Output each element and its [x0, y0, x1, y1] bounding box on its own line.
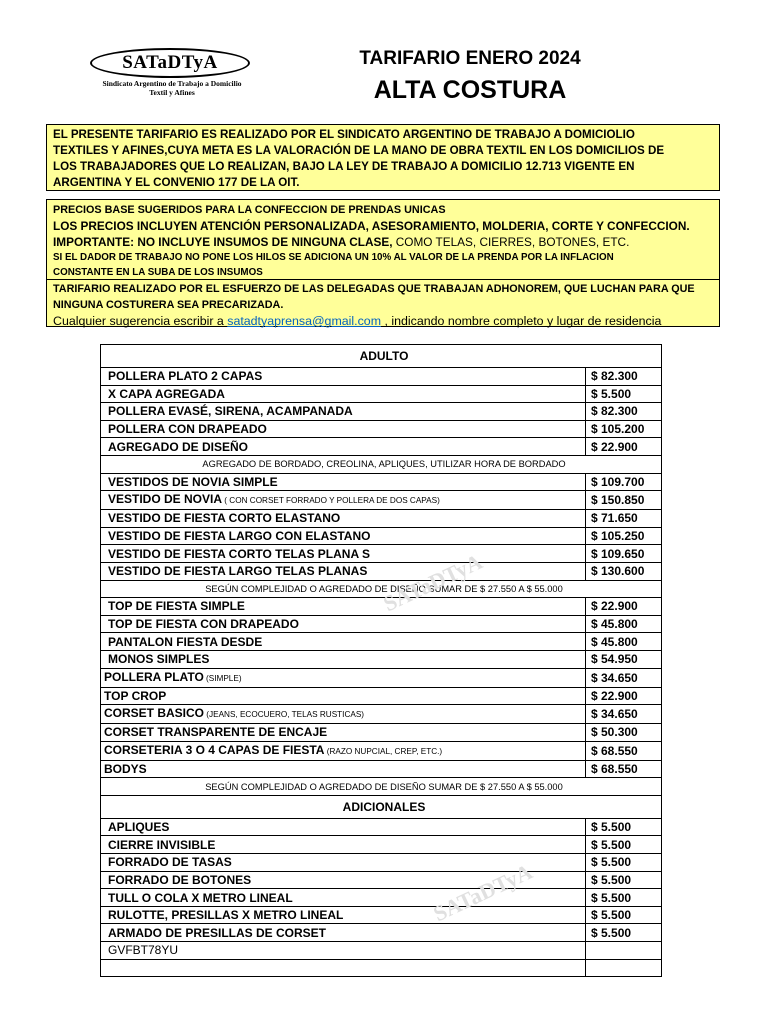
item-cell	[101, 527, 586, 545]
item-name: TOP CROP	[104, 688, 167, 703]
table-row	[101, 668, 662, 687]
item-cell	[101, 818, 586, 836]
item-cell	[101, 420, 586, 438]
item-detail: ( CON CORSET FORRADO Y POLLERA DE DOS CAPAS)	[222, 496, 440, 506]
contact-email-link[interactable]: satadtyaprensa@gmail.com	[227, 314, 382, 328]
item-cell	[101, 650, 586, 668]
price-cell: $ 5.500	[586, 871, 662, 889]
footer-note-box	[46, 279, 720, 327]
table-row	[101, 724, 662, 742]
note-row	[101, 455, 662, 473]
price-cell: $ 105.250	[586, 527, 662, 545]
logo-subtitle	[86, 79, 258, 97]
item-name: TOP DE FIESTA CON DRAPEADO	[108, 617, 299, 632]
logo-subtitle-line1: Sindicato Argentino de Trabajo a Domicilio	[102, 79, 242, 88]
table-row	[101, 403, 662, 421]
item-cell	[101, 741, 586, 760]
table-row	[101, 491, 662, 510]
price-cell: $ 5.500	[586, 836, 662, 854]
item-detail: (JEANS, ECOCUERO, TELAS RUSTICAS)	[204, 710, 365, 720]
satadtya-logo	[86, 44, 258, 100]
item-cell	[101, 687, 586, 705]
price-cell: $ 68.550	[586, 760, 662, 778]
item-name: PANTALON FIESTA DESDE	[108, 634, 263, 649]
item-cell	[101, 889, 586, 907]
info-line3-normal: COMO TELAS, CIERRES, BOTONES, ETC.	[392, 235, 630, 249]
table-row	[101, 889, 662, 907]
section-header-row	[101, 795, 662, 818]
item-cell	[101, 491, 586, 510]
price-cell: $ 71.650	[586, 510, 662, 528]
table-row	[101, 836, 662, 854]
logo-name: SATaDTyA	[122, 52, 218, 73]
item-name: POLLERA PLATO 2 CAPAS	[108, 369, 263, 384]
table-row	[101, 562, 662, 580]
price-cell: $ 130.600	[586, 562, 662, 580]
item-name: TOP DE FIESTA SIMPLE	[108, 599, 245, 614]
page-subtitle: ALTA COSTURA	[373, 76, 567, 104]
footer-note-line1: TARIFARIO REALIZADO POR EL ESFUERZO DE LAS DELEGADAS QUE TRABAJAN ADHONOREM, QUE LUCHAN PARA QUE	[53, 283, 695, 295]
contact-line	[53, 313, 719, 329]
logo-oval	[90, 48, 250, 78]
item-cell	[101, 615, 586, 633]
item-name: VESTIDO DE FIESTA LARGO TELAS PLANAS	[108, 564, 368, 579]
table-row	[101, 545, 662, 563]
price-cell: $ 5.500	[586, 818, 662, 836]
price-cell: $ 22.900	[586, 687, 662, 705]
item-name: CORSET TRANSPARENTE DE ENCAJE	[104, 725, 328, 740]
price-cell: $ 54.950	[586, 650, 662, 668]
table-row	[101, 438, 662, 456]
item-name: X CAPA AGREGADA	[108, 386, 225, 401]
price-table	[100, 344, 662, 977]
intro-box	[46, 124, 720, 191]
price-cell: $ 22.900	[586, 598, 662, 616]
item-cell	[101, 942, 586, 960]
item-cell	[101, 760, 586, 778]
price-cell: $ 34.650	[586, 668, 662, 687]
table-row	[101, 687, 662, 705]
item-cell	[101, 510, 586, 528]
info-box	[46, 199, 720, 280]
table-row	[101, 385, 662, 403]
watermark-logo: SATaDTyA	[379, 548, 487, 617]
item-cell	[101, 906, 586, 924]
section-adulto: ADULTO	[101, 345, 662, 368]
price-cell: $ 109.700	[586, 473, 662, 491]
price-cell: $ 45.800	[586, 615, 662, 633]
item-cell	[101, 924, 586, 942]
section-header: ADICIONALES	[101, 795, 662, 818]
item-cell	[101, 438, 586, 456]
item-name: MONOS SIMPLES	[108, 652, 210, 667]
page-title: TARIFARIO ENERO 2024	[359, 48, 581, 69]
item-name: AGREGADO DE DISEÑO	[108, 439, 249, 454]
item-cell	[101, 562, 586, 580]
table-row	[101, 818, 662, 836]
item-name: CORSETERIA 3 O 4 CAPAS DE FIESTA	[104, 742, 325, 757]
item-name: CORSET BASICO	[104, 706, 205, 721]
note-row	[101, 778, 662, 796]
table-row	[101, 871, 662, 889]
table-row	[101, 959, 662, 977]
table-row	[101, 473, 662, 491]
price-cell: $ 5.500	[586, 889, 662, 907]
note-cell: SEGÚN COMPLEJIDAD O AGREDADO DE DISEÑO SUMAR DE $ 27.550 A $ 55.000	[101, 580, 662, 598]
note-row	[101, 580, 662, 598]
note-cell: SEGÚN COMPLEJIDAD O AGREDADO DE DISEÑO SUMAR DE $ 27.550 A $ 55.000	[101, 778, 662, 796]
item-name: ARMADO DE PRESILLAS DE CORSET	[108, 925, 327, 940]
item-name: GVFBT78YU	[108, 943, 179, 958]
item-name: FORRADO DE BOTONES	[108, 872, 252, 887]
table-row	[101, 420, 662, 438]
item-name: BODYS	[104, 761, 147, 776]
table-row	[101, 650, 662, 668]
table-row	[101, 633, 662, 651]
price-cell: $ 5.500	[586, 385, 662, 403]
item-cell	[101, 705, 586, 724]
intro-line: LOS TRABAJADORES QUE LO REALIZAN, BAJO LA LEY DE TRABAJO A DOMICILIO 12.713 VIGENTE EN	[53, 160, 635, 173]
item-cell	[101, 598, 586, 616]
table-row	[101, 760, 662, 778]
footer-note-line2: NINGUNA COSTURERA SEA PRECARIZADA.	[53, 299, 284, 311]
info-line5: CONSTANTE EN LA SUBA DE LOS INSUMOS	[53, 267, 263, 278]
table-row	[101, 598, 662, 616]
price-cell: $ 22.900	[586, 438, 662, 456]
item-cell	[101, 473, 586, 491]
table-row	[101, 854, 662, 872]
item-cell	[101, 403, 586, 421]
info-line3	[53, 234, 719, 250]
section-header-row	[101, 345, 662, 368]
table-row	[101, 615, 662, 633]
info-line1: PRECIOS BASE SUGERIDOS PARA LA CONFECCION DE PRENDAS UNICAS	[53, 204, 446, 216]
item-name: VESTIDO DE NOVIA	[108, 492, 223, 507]
item-name: POLLERA CON DRAPEADO	[108, 422, 267, 437]
info-line4: SI EL DADOR DE TRABAJO NO PONE LOS HILOS SE ADICIONA UN 10% AL VALOR DE LA PRENDA POR LA INFLACION	[53, 252, 614, 263]
note-cell: AGREGADO DE BORDADO, CREOLINA, APLIQUES, UTILIZAR HORA DE BORDADO	[101, 455, 662, 473]
price-cell: $ 109.650	[586, 545, 662, 563]
price-cell: $ 50.300	[586, 724, 662, 742]
info-line2: LOS PRECIOS INCLUYEN ATENCIÓN PERSONALIZADA, ASESORAMIENTO, MOLDERIA, CORTE Y CONFECCION.	[53, 219, 690, 233]
price-cell	[586, 942, 662, 960]
price-cell: $ 82.300	[586, 403, 662, 421]
item-name: POLLERA PLATO	[104, 669, 204, 684]
item-name: CIERRE INVISIBLE	[108, 837, 216, 852]
item-name: FORRADO DE TASAS	[108, 855, 232, 870]
table-row	[101, 705, 662, 724]
item-cell	[101, 633, 586, 651]
item-name: TULL O COLA X METRO LINEAL	[108, 890, 293, 905]
item-cell	[101, 854, 586, 872]
item-cell	[101, 959, 586, 977]
price-cell: $ 82.300	[586, 368, 662, 386]
logo-subtitle-line2: Textil y Afines	[149, 88, 195, 97]
price-cell: $ 34.650	[586, 705, 662, 724]
item-detail: (RAZO NUPCIAL, CREP, ETC.)	[324, 746, 443, 756]
item-cell	[101, 385, 586, 403]
price-cell: $ 45.800	[586, 633, 662, 651]
table-row	[101, 741, 662, 760]
item-cell	[101, 724, 586, 742]
item-name: VESTIDOS DE NOVIA SIMPLE	[108, 474, 278, 489]
item-name: VESTIDO DE FIESTA CORTO TELAS PLANA S	[108, 546, 371, 561]
price-cell: $ 150.850	[586, 491, 662, 510]
item-cell	[101, 668, 586, 687]
item-name: APLIQUES	[108, 820, 170, 835]
contact-suffix: , indicando nombre completo y lugar de residencia	[381, 314, 662, 328]
intro-line: TEXTILES Y AFINES,CUYA META ES LA VALORACIÓN DE LA MANO DE OBRA TEXTIL EN LOS DOMICILIOS DE	[53, 144, 665, 157]
table-row	[101, 942, 662, 960]
price-cell: $ 5.500	[586, 854, 662, 872]
item-name: VESTIDO DE FIESTA CORTO ELASTANO	[108, 511, 341, 526]
watermark-logo: SATaDTyA	[429, 858, 537, 927]
table-row	[101, 924, 662, 942]
price-cell: $ 5.500	[586, 906, 662, 924]
table-row	[101, 510, 662, 528]
price-cell	[586, 959, 662, 977]
price-table-body	[101, 345, 662, 977]
info-line3-bold: IMPORTANTE: NO INCLUYE INSUMOS DE NINGUNA CLASE,	[53, 235, 393, 249]
table-row	[101, 527, 662, 545]
price-cell: $ 105.200	[586, 420, 662, 438]
intro-line: ARGENTINA Y EL CONVENIO 177 DE LA OIT.	[53, 176, 300, 189]
item-name: VESTIDO DE FIESTA LARGO CON ELASTANO	[108, 529, 371, 544]
item-name: RULOTTE, PRESILLAS X METRO LINEAL	[108, 908, 344, 923]
price-cell: $ 68.550	[586, 741, 662, 760]
table-row	[101, 368, 662, 386]
item-cell	[101, 545, 586, 563]
table-row	[101, 906, 662, 924]
item-detail: (SIMPLE)	[203, 673, 242, 683]
contact-prefix: Cualquier sugerencia escribir a	[53, 314, 228, 328]
item-name: POLLERA EVASÉ, SIRENA, ACAMPANADA	[108, 404, 353, 419]
intro-line: EL PRESENTE TARIFARIO ES REALIZADO POR EL SINDICATO ARGENTINO DE TRABAJO A DOMICIOLIO	[53, 128, 635, 141]
item-cell	[101, 836, 586, 854]
price-cell: $ 5.500	[586, 924, 662, 942]
item-cell	[101, 871, 586, 889]
item-cell	[101, 368, 586, 386]
